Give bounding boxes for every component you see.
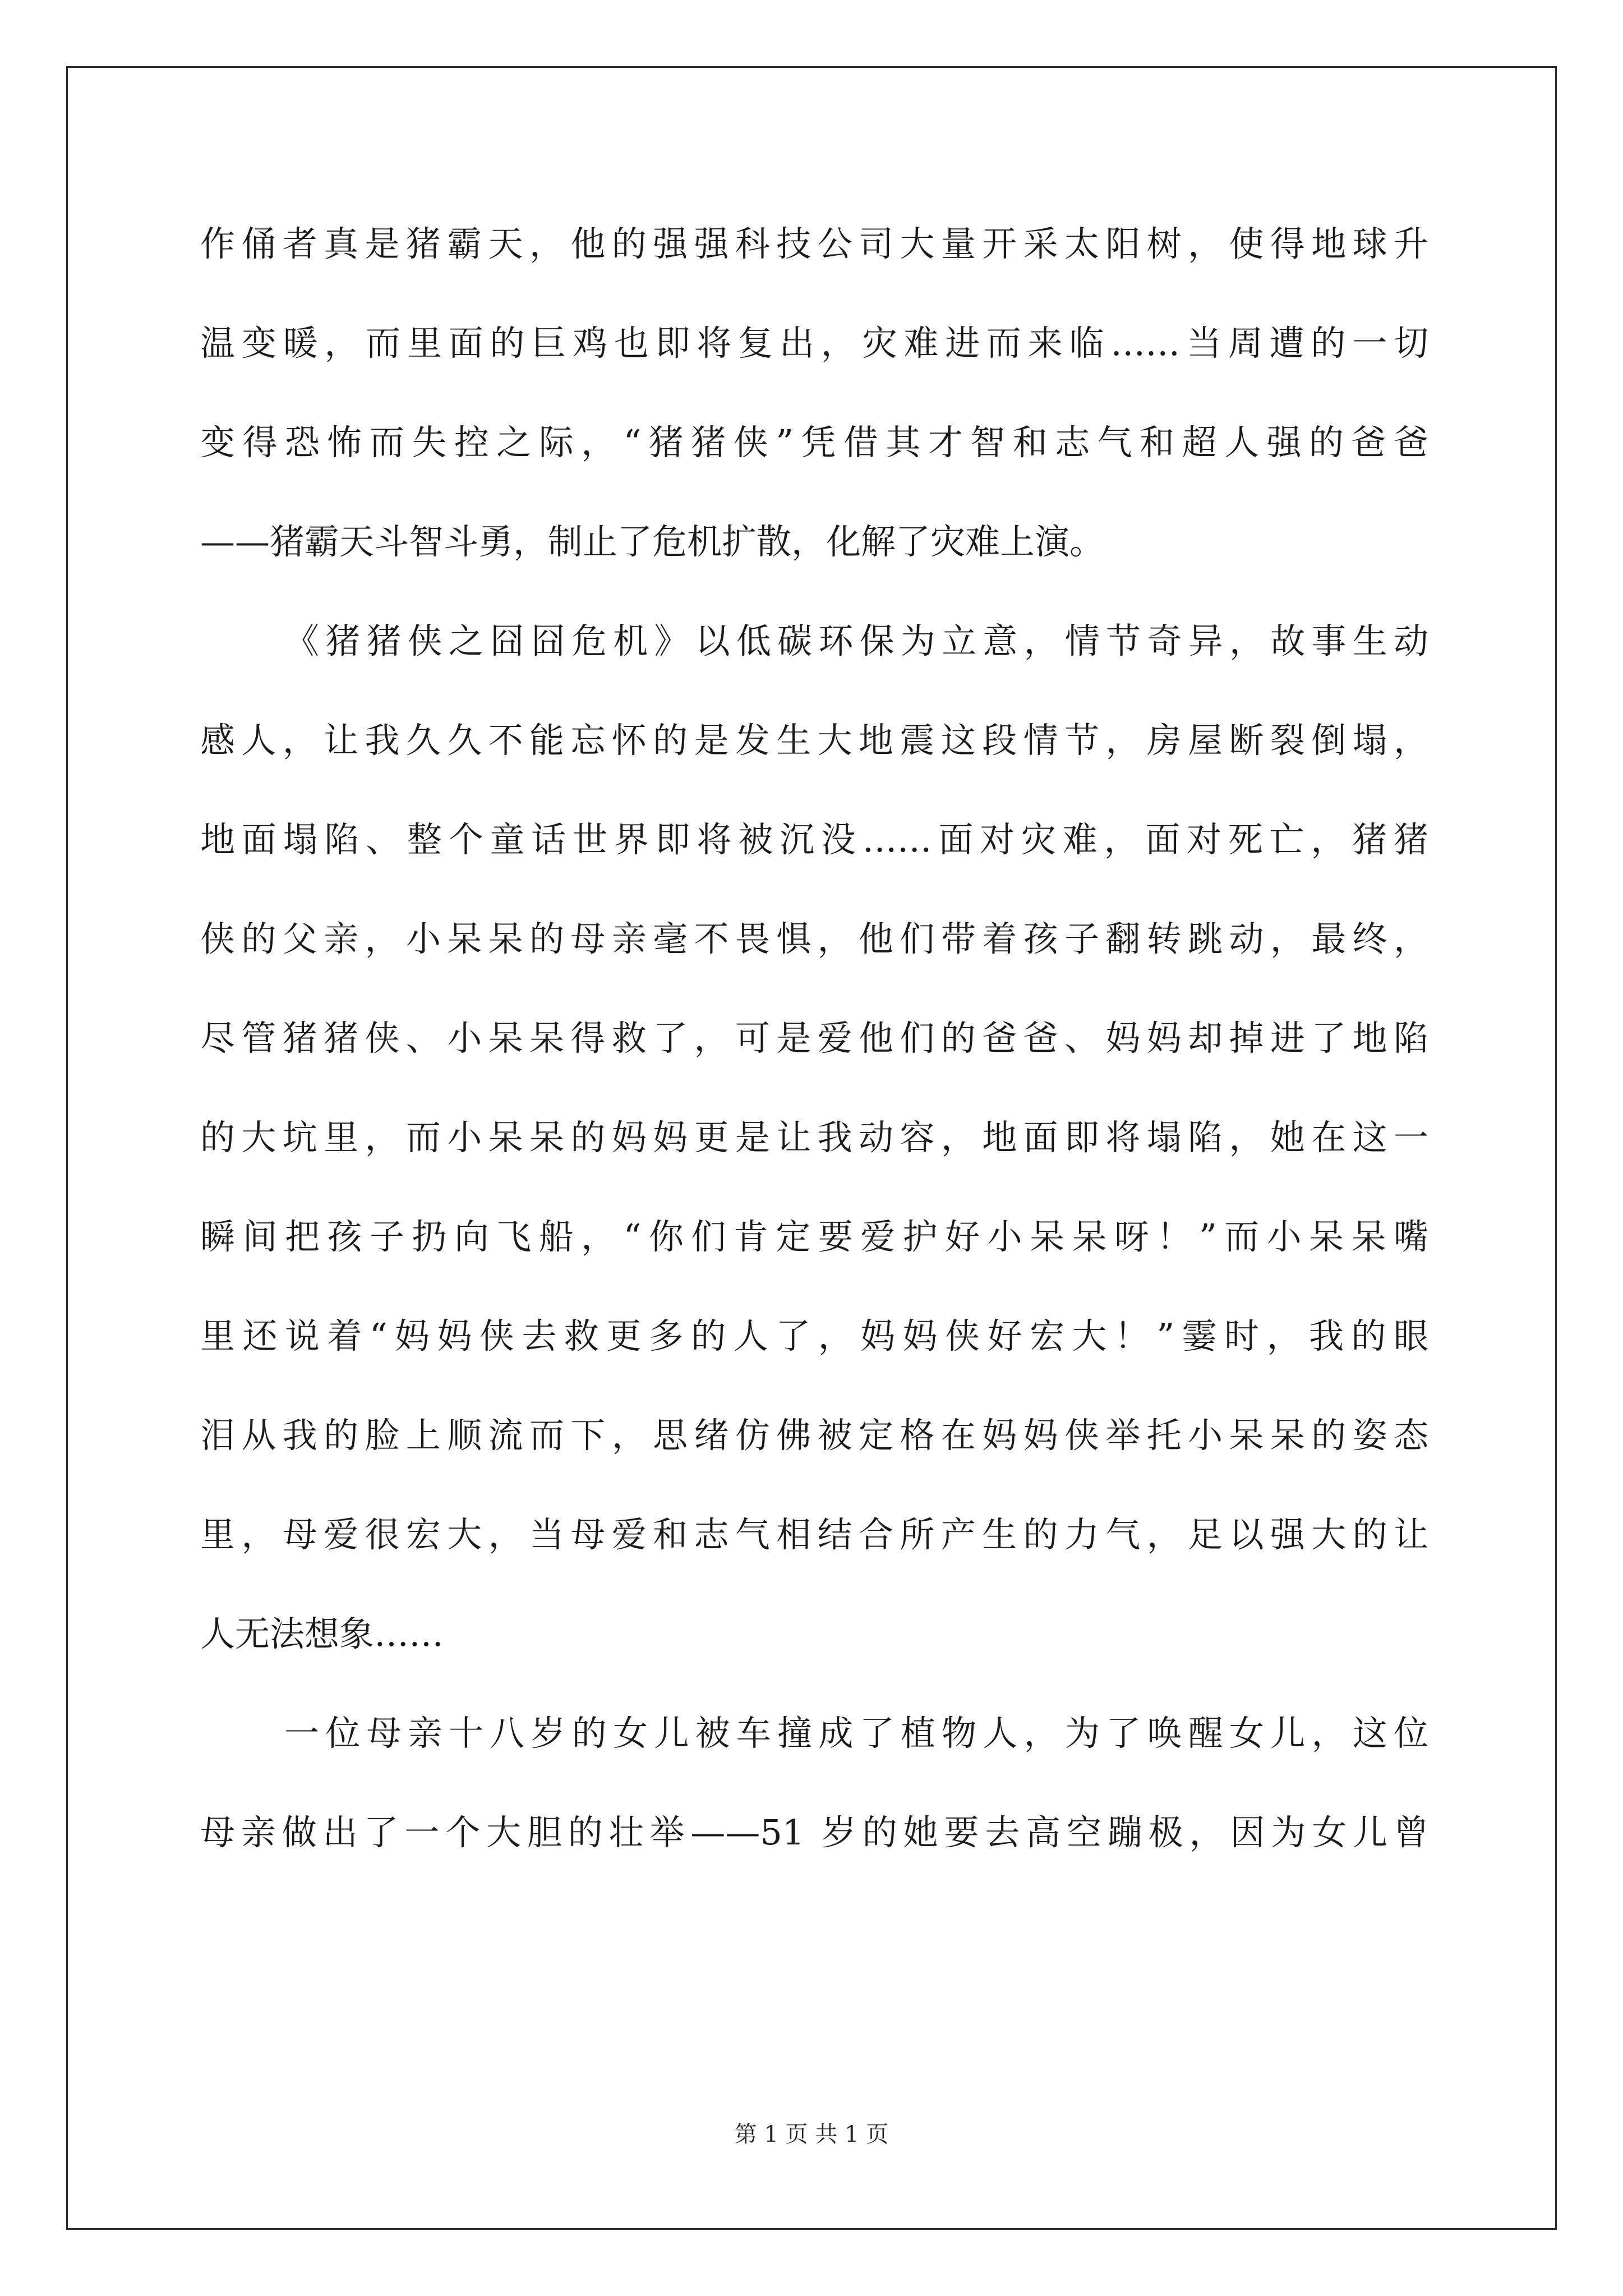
text-line: 母亲做出了一个大胆的壮举——51 岁的她要去高空蹦极，因为女儿曾 [200,1812,1428,1853]
text-line: 里还说着“妈妈侠去救更多的人了，妈妈侠好宏大！”霎时，我的眼 [200,1315,1428,1356]
text-line: 人无法想象…… [200,1613,444,1654]
text-line: 《猪猪侠之囧囧危机》以低碳环保为立意，情节奇异，故事生动 [284,620,1428,661]
text-line: 里，母爱很宏大，当母爱和志气相结合所产生的力气，足以强大的让 [200,1514,1428,1555]
text-line: 地面塌陷、整个童话世界即将被沉没……面对灾难，面对死亡，猪猪 [200,819,1428,860]
text-line: 变得恐怖而失控之际，“猪猪侠”凭借其才智和志气和超人强的爸爸 [200,422,1428,463]
text-line: 泪从我的脸上顺流而下，思绪仿佛被定格在妈妈侠举托小呆呆的姿态 [200,1415,1428,1456]
text-line: 作俑者真是猪霸天，他的强强科技公司大量开采太阳树，使得地球升 [200,223,1428,264]
text-line: 尽管猪猪侠、小呆呆得救了，可是爱他们的爸爸、妈妈却掉进了地陷 [200,1018,1428,1059]
text-line: 感人，让我久久不能忘怀的是发生大地震这段情节，房屋断裂倒塌， [200,720,1428,761]
text-line: 温变暖，而里面的巨鸡也即将复出，灾难进而来临……当周遭的一切 [200,323,1428,364]
document-body [200,222,1428,1910]
text-line: 一位母亲十八岁的女儿被车撞成了植物人，为了唤醒女儿，这位 [284,1713,1428,1754]
page-footer: 第 1 页 共 1 页 [734,2122,889,2147]
text-line: 的大坑里，而小呆呆的妈妈更是让我动容，地面即将塌陷，她在这一 [200,1117,1428,1158]
text-line: 瞬间把孩子扔向飞船，“你们肯定要爱护好小呆呆呀！”而小呆呆嘴 [200,1216,1428,1257]
text-line: 侠的父亲，小呆呆的母亲毫不畏惧，他们带着孩子翻转跳动，最终， [200,918,1428,959]
text-line: ——猪霸天斗智斗勇，制止了危机扩散，化解了灾难上演。 [200,521,1105,562]
